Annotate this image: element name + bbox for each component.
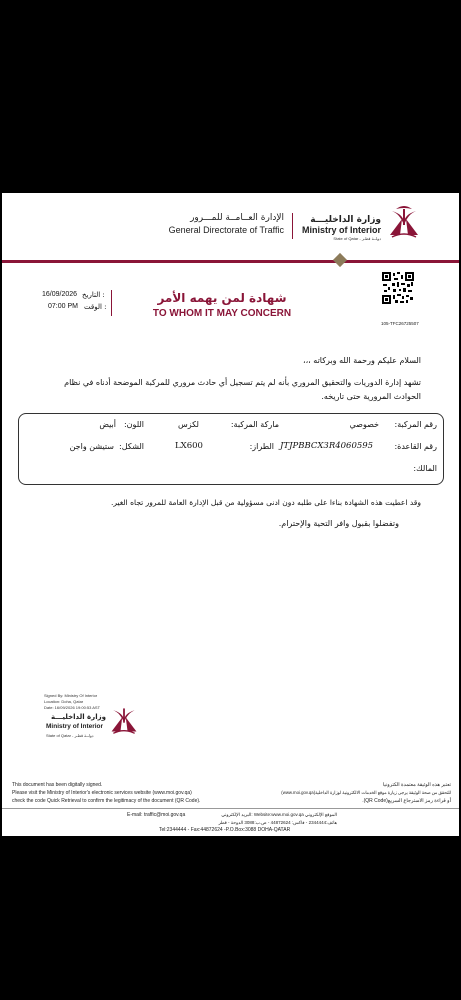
footer-ar-line1: تعتبر هذه الوثيقة معتمدة الكترونيا (382, 782, 451, 788)
moi-name-ar: وزارة الداخليـــة (310, 215, 381, 225)
plate-type-value: خصوصي (349, 420, 379, 429)
footer-rule (2, 808, 459, 809)
model-value: LX600 (175, 441, 203, 451)
chassis-value: JTJPBBCX3R4060595 (280, 441, 374, 451)
color-label: اللون: (123, 420, 144, 429)
header-rule (2, 260, 459, 263)
moi-emblem-icon (386, 205, 422, 239)
model-label: الطراز: (249, 442, 274, 451)
footer-en-line3: check the code Quick Retrieval to confirm the legitimacy of the document (QR Code). (12, 798, 201, 804)
plate-type-label: رقم المركبة: (394, 420, 437, 429)
rule-diamond (333, 253, 347, 267)
time-label: الوقت : (84, 303, 107, 311)
moi-name-en: Ministry of Interior (301, 225, 381, 235)
certificate-page (2, 193, 459, 836)
footer-email: E-mail: traffic@moi.gov.qa (127, 812, 186, 818)
time-value: 07:00 PM (48, 303, 78, 310)
chassis-label: رقم القاعدة: (394, 442, 437, 451)
footer-website: الموقع الإلكتروني Website:www.moi.gov.qa :البريد الإلكتروني (221, 812, 337, 817)
sig-moi-ar: وزارة الداخليـــة (50, 713, 106, 721)
date-value: 16/09/2026 (42, 291, 78, 298)
color-value: أبيض (99, 420, 116, 429)
title-ar: شهادة لمن يهمه الأمر (157, 291, 287, 305)
signed-date: Date: 16/09/2026 19:00:53 AST (44, 705, 101, 710)
traffic-name-en: General Directorate of Traffic (168, 225, 284, 235)
signed-location: Location: Doha, Qatar (44, 699, 84, 704)
signed-by: Signed By: Ministry Of Interior (44, 693, 98, 698)
greeting: السلام عليكم ورحمة الله وبركاته ،،، (302, 356, 421, 365)
state-label: State of Qatar - دولــة قطـر (333, 236, 381, 241)
footer-ar-line3: أو قراءة رمز الاسترجاع السريع(QR Code). (362, 798, 451, 804)
title-en: TO WHOM IT MAY CONCERN (152, 308, 292, 319)
footer-ar-line2: للتحقق من صحة الوثيقة يرجى زيارة موقع الخدمات الالكترونية لوزارة الداخلية(www.moi.gov.qa) (281, 790, 451, 795)
date-divider (111, 290, 112, 316)
footer-phone-ar: هاتف:2344444 - فاكس: 44872624 - ص.ب:3088 الدوحة - قطر (218, 820, 337, 825)
intro-paragraph: تشهد إدارة الدوريات والتحقيق المروري بأنه لم يتم تسجيل أي حادث مروري للمركبة الموضحة أدناه في نظام الحوادث المرورية حتى تاريخه. (64, 378, 421, 401)
disclaimer: وقد اعطيت هذه الشهادة بناءا على طلبه دون ادنى مسؤولية من قبل الإدارة العامة للمرور تجاه الغير. (110, 498, 421, 507)
make-value: لكزس (177, 420, 199, 429)
sig-moi-en: Ministry of Interior (46, 723, 104, 730)
qr-code (382, 272, 414, 316)
make-label: ماركة المركبة: (230, 420, 279, 429)
header-divider (292, 213, 293, 239)
shape-label: الشكل: (119, 442, 144, 451)
date-label: التاريخ : (82, 291, 105, 299)
traffic-name-ar: الإدارة العــامــة للمـــرور (190, 213, 284, 223)
owner-label: المالك: (413, 464, 437, 473)
footer-phone-en: Tel:2344444 - Fax:44872624 -P.O.Box:3088 DOHA-QATAR (159, 827, 291, 833)
footer-en-line2: Please visit the Ministry of Interior's electronic services website (www.moi.gov.qa) (12, 790, 192, 796)
footer-en-line1: This document has been digitally signed. (12, 782, 103, 788)
signature-emblem-icon (108, 704, 140, 736)
reference-number: 105-TFC26725507 (381, 321, 419, 326)
sig-state: State of Qatar - دولــة قطـر (46, 733, 94, 738)
shape-value: ستيشن واجن (69, 442, 114, 451)
closing: وتفضلوا بقبول وافر التحية والإحترام. (278, 519, 399, 528)
